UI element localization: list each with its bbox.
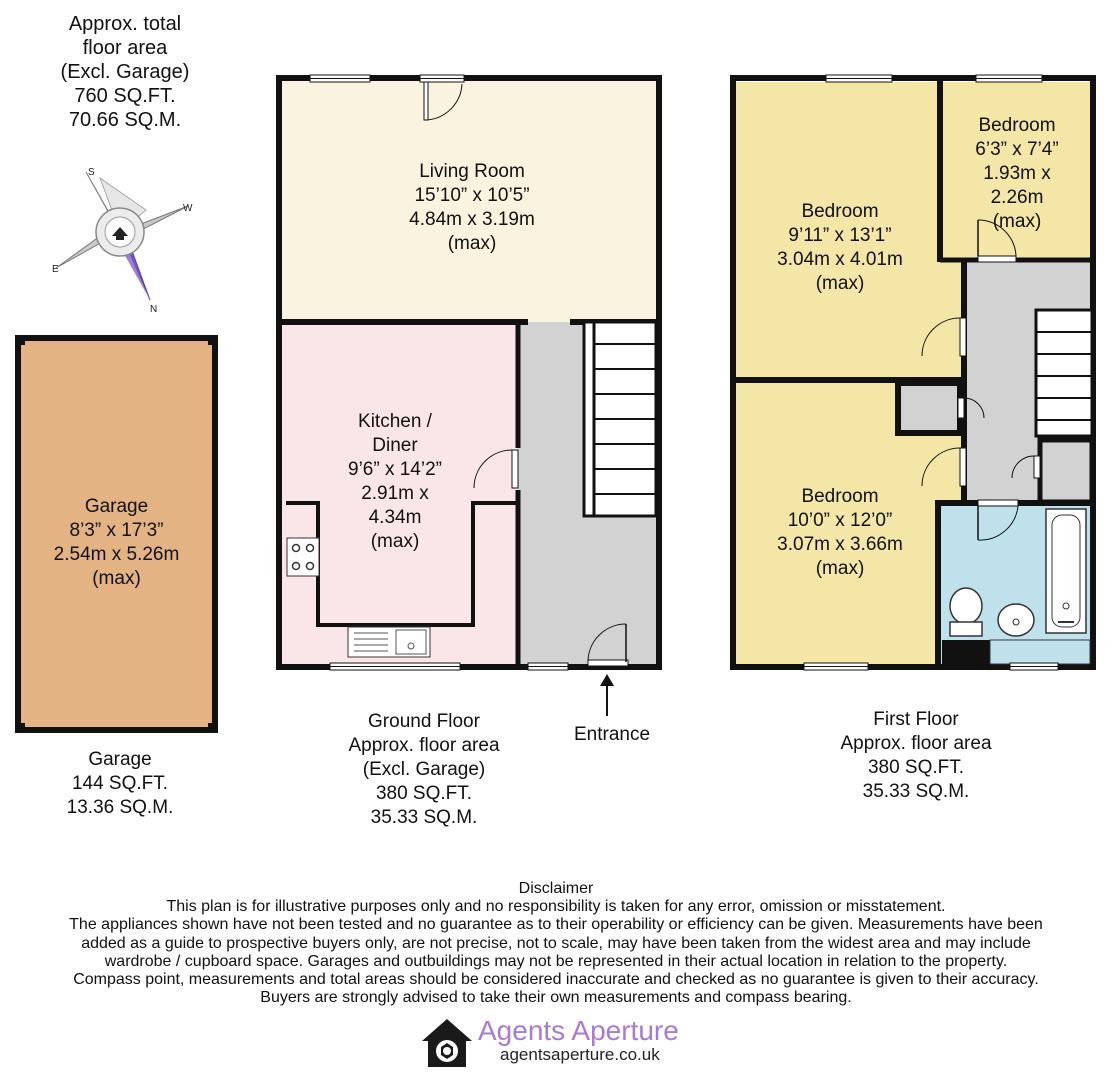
room-dimensions-imperial: 15’10” x 10’5” [414,185,530,206]
caption-line: First Floor [873,709,959,730]
room-dimensions-metric: 2.91m x [361,483,429,504]
summary-line: 760 SQ.FT. [74,85,176,107]
ground-floor-area-caption [324,710,524,830]
caption-line: 13.36 SQ.M. [66,797,174,818]
disclaimer-line: The appliances shown have not been tested and no guarantee as to their operability or efficiency can be given. Measurements have been [69,916,1043,934]
room-dimensions-imperial: 10’0” x 12’0” [787,510,893,531]
garage-area-caption [30,748,210,820]
agents-aperture-logo-icon [420,1017,474,1069]
compass-point-label: W [183,203,193,214]
caption-line: 35.33 SQ.M. [862,781,970,802]
disclaimer-line: added as a guide to prospective buyers only, are not precise, not to scale, may have been taken from the widest area and may include [81,934,1031,952]
room-dimensions-metric: 4.34m [368,507,422,528]
caption-line: 380 SQ.FT. [375,783,473,804]
brand-name: Agents Aperture [478,1015,679,1046]
room-name: Bedroom [978,115,1056,136]
room-dimensions-imperial: 9’11” x 13’1” [788,225,892,246]
room-dimensions-note: (max) [815,273,865,294]
summary-line: Approx. total [68,13,182,35]
room-dimensions-metric: 3.04m x 4.01m [777,249,903,270]
room-dimensions-metric: 1.93m x [983,163,1051,184]
compass-point-label: N [150,304,158,315]
compass-point-label: S [88,167,95,178]
bedroom-3-label [740,485,940,581]
room-dimensions-note: (max) [815,558,865,579]
summary-line: 70.66 SQ.M. [68,109,182,131]
bedroom-2-label [944,114,1090,234]
room-name: Bedroom [801,486,879,507]
room-name: Living Room [419,161,525,182]
room-dimensions-metric: 3.07m x 3.66m [777,534,903,555]
entrance-arrow-icon [600,674,614,686]
disclaimer-line: Buyers are strongly advised to take their own measurements and compass bearing. [260,989,852,1007]
room-dimensions-note: (max) [447,233,497,254]
bedroom-1-label [740,200,940,296]
disclaimer-line: This plan is for illustrative purposes only and no responsibility is taken for any error, omission or misstatement. [166,898,946,916]
room-dimensions-note: (max) [992,211,1042,232]
agents-aperture-brand [420,1015,720,1075]
compass-point-label: E [52,264,59,275]
room-dimensions-note: (max) [92,568,141,589]
room-dimensions-note: (max) [370,531,420,552]
room-dimensions-metric: 4.84m x 3.19m [409,209,535,230]
disclaimer-line: wardrobe / cupboard space. Garages and outbuildings may not be represented in their actual location in relation to the property. [104,952,1008,970]
brand-url: agentsaperture.co.uk [500,1045,660,1064]
room-dimensions-imperial: 6’3” x 7’4” [975,139,1059,160]
caption-line: Approx. floor area [348,735,500,756]
room-dimensions-imperial: 9’6” x 14’2” [348,459,442,480]
room-dimensions-metric: 2.26m [990,187,1044,208]
kitchen-label [315,410,475,554]
summary-line: floor area [82,37,168,59]
disclaimer [0,880,1112,1007]
caption-line: 144 SQ.FT. [71,773,169,794]
room-dimensions-metric: 2.54m x 5.26m [53,544,180,565]
room-name: Kitchen / [358,411,432,432]
garage-label [20,495,213,591]
first-floor-area-caption [816,708,1016,804]
caption-line: Approx. floor area [840,733,992,754]
disclaimer-line: Compass point, measurements and total areas should be considered inaccurate and checked as no guarantee is given to their accuracy. [73,971,1039,989]
caption-line: Ground Floor [368,711,480,732]
compass-rose [52,167,193,315]
entrance-label: Entrance [573,724,651,745]
caption-line: Garage [88,749,152,770]
summary-line: (Excl. Garage) [60,61,190,83]
room-name: Diner [372,435,418,456]
disclaimer-title: Disclaimer [518,880,594,897]
room-name: Bedroom [801,201,879,222]
room-dimensions-imperial: 8’3” x 17’3” [69,520,164,541]
room-name: Garage [84,496,149,517]
caption-line: (Excl. Garage) [362,759,486,780]
caption-line: 380 SQ.FT. [867,757,965,778]
caption-line: 35.33 SQ.M. [370,807,478,828]
living-room-label [372,160,572,256]
